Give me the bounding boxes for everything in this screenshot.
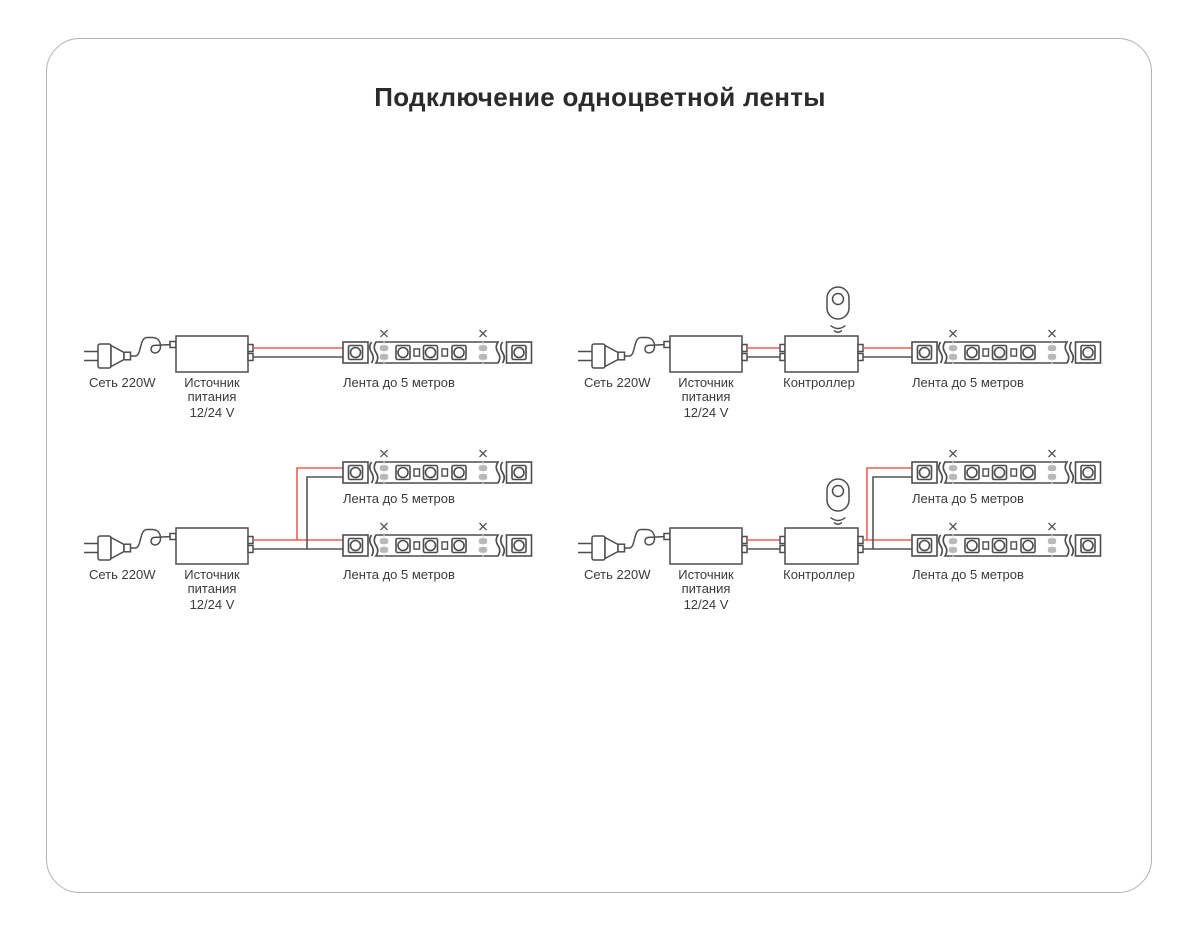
plug-and-psu: [84, 528, 253, 564]
led-strip-bottom: [912, 523, 1101, 558]
page-title: Подключение одноцветной ленты: [374, 82, 826, 112]
led-strip: [343, 330, 532, 365]
plug-and-psu: [84, 336, 253, 372]
wire-red: [863, 468, 912, 540]
psu-label-line1: Источник: [184, 375, 240, 390]
strip-label: Лента до 5 метров: [343, 491, 455, 506]
plug-and-psu: [578, 528, 747, 564]
diagram-psu-controller-strip: [578, 287, 1101, 372]
led-strip-top: [343, 450, 532, 485]
psu-label-line1: Источник: [678, 567, 734, 582]
psu-label: [646, 568, 766, 612]
wire-red: [253, 468, 343, 540]
psu-voltage-label: 12/24 V: [683, 597, 729, 612]
plug-and-psu: [578, 336, 747, 372]
strip-label: Лента до 5 метров: [912, 491, 1024, 506]
psu-label-line1: Источник: [678, 375, 734, 390]
psu-label-line1: Источник: [184, 567, 240, 582]
mains-label: Сеть 220W: [89, 375, 156, 390]
controller-label: Контроллер: [783, 567, 855, 582]
psu-voltage-label: 12/24 V: [683, 405, 729, 420]
mains-label: Сеть 220W: [584, 375, 651, 390]
diagram-psu-strip: [84, 330, 532, 372]
psu-label-line2: питания: [681, 389, 731, 404]
mains-label: Сеть 220W: [89, 567, 156, 582]
controller: [780, 336, 863, 372]
strip-label: Лента до 5 метров: [912, 567, 1024, 582]
controller-label: Контроллер: [783, 375, 855, 390]
strip-label: Лента до 5 метров: [343, 567, 455, 582]
psu-voltage-label: 12/24 V: [189, 597, 235, 612]
psu-label-line2: питания: [681, 581, 731, 596]
remote-icon: [827, 479, 849, 524]
diagram-psu-two-strips: [84, 450, 532, 564]
controller: [780, 528, 863, 564]
psu-label: [152, 376, 272, 420]
remote-icon: [827, 287, 849, 332]
psu-label-line2: питания: [187, 581, 237, 596]
strip-label: Лента до 5 метров: [343, 375, 455, 390]
wire-black: [253, 477, 343, 549]
psu-voltage-label: 12/24 V: [189, 405, 235, 420]
psu-label: [152, 568, 272, 612]
strip-label: Лента до 5 метров: [912, 375, 1024, 390]
mains-label: Сеть 220W: [584, 567, 651, 582]
led-strip-top: [912, 450, 1101, 485]
diagram-psu-controller-two-strips: [578, 450, 1101, 564]
led-strip-bottom: [343, 523, 532, 558]
led-strip: [912, 330, 1101, 365]
wire-black: [863, 477, 912, 549]
psu-label-line2: питания: [187, 389, 237, 404]
psu-label: [646, 376, 766, 420]
